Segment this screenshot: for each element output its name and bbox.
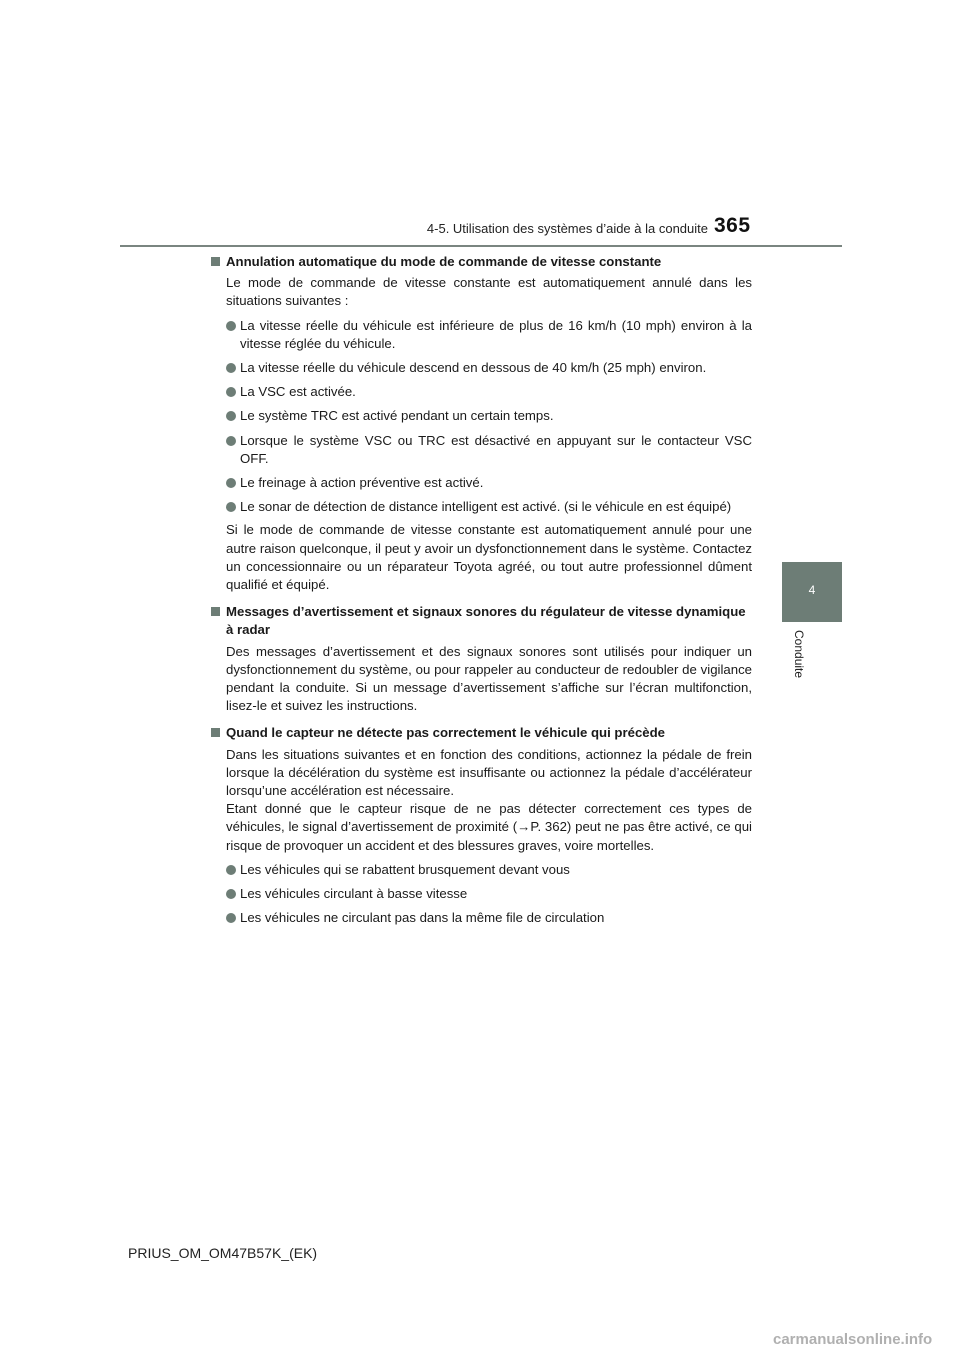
round-bullet-icon bbox=[226, 889, 236, 899]
paragraph: Si le mode de commande de vitesse constante est automatiquement annulé pour une autre raison quelconque, il peut y avoir un dysfonctionnement dans le système. Contactez un concessionnaire ou un réparateur Toyota agréé, ou tout autre professionnel dûment qualifié et équipé. bbox=[226, 522, 752, 593]
header-divider bbox=[120, 245, 842, 247]
section-heading-sensor bbox=[210, 724, 752, 742]
list-item-text: Le système TRC est activé pendant un certain temps. bbox=[240, 408, 554, 424]
list-item-text: Le sonar de détection de distance intelligent est activé. (si le véhicule en est équipé) bbox=[240, 499, 732, 515]
watermark-link[interactable]: carmanualsonline.info bbox=[773, 1331, 933, 1348]
page-content bbox=[210, 253, 752, 933]
paragraph: Etant donné que le capteur risque de ne pas détecter correctement ces types de véhicules, le signal d’avertissement de proximité (→P. 362) peut ne pas être activé, ce qui risque de provoquer un accident et des blessures graves, voire mortelles. bbox=[226, 801, 752, 853]
list-item bbox=[210, 498, 752, 516]
list-item bbox=[210, 474, 752, 492]
heading-text: Annulation automatique du mode de commande de vitesse constante bbox=[226, 254, 662, 269]
list-item-text: Le freinage à action préventive est activé. bbox=[240, 475, 484, 491]
section-title: 4-5. Utilisation des systèmes d’aide à la conduite bbox=[426, 221, 708, 236]
list-item bbox=[210, 432, 752, 468]
chapter-tab[interactable]: 4 bbox=[782, 562, 842, 622]
list-item bbox=[210, 861, 752, 879]
round-bullet-icon bbox=[226, 387, 236, 397]
list-item bbox=[210, 909, 752, 927]
list-item-text: Les véhicules qui se rabattent brusquement devant vous bbox=[240, 861, 570, 877]
list-item-text: La vitesse réelle du véhicule est inférieure de plus de 16 km/h (10 mph) environ à la vitesse réglée du véhicule. bbox=[240, 317, 752, 351]
round-bullet-icon bbox=[226, 913, 236, 923]
section-heading-auto-cancel bbox=[210, 253, 752, 271]
heading-text: Messages d’avertissement et signaux sonores du régulateur de vitesse dynamique à radar bbox=[226, 604, 746, 638]
round-bullet-icon bbox=[226, 411, 236, 421]
heading-text: Quand le capteur ne détecte pas correctement le véhicule qui précède bbox=[226, 725, 666, 741]
section-heading-warnings bbox=[210, 603, 752, 639]
round-bullet-icon bbox=[226, 478, 236, 488]
list-item-text: La vitesse réelle du véhicule descend en dessous de 40 km/h (25 mph) environ. bbox=[240, 360, 707, 376]
square-bullet-icon bbox=[211, 257, 220, 266]
list-item-text: Les véhicules ne circulant pas dans la même file de circulation bbox=[240, 910, 605, 926]
paragraph: Le mode de commande de vitesse constante est automatiquement annulé dans les situations suivantes : bbox=[226, 275, 752, 309]
paragraph: Dans les situations suivantes et en fonction des conditions, actionnez la pédale de frein lorsque la décélération du système est insuffisante ou actionnez la pédale d’accélérateur lorsqu’une accélération est nécessaire. bbox=[226, 746, 752, 799]
list-item bbox=[210, 885, 752, 903]
list-item bbox=[210, 383, 752, 401]
page-number: 365 bbox=[714, 214, 751, 237]
list-item bbox=[210, 317, 752, 353]
round-bullet-icon bbox=[226, 363, 236, 373]
list-item bbox=[210, 359, 752, 377]
chapter-title: Conduite bbox=[792, 630, 806, 679]
round-bullet-icon bbox=[226, 502, 236, 512]
document-code: PRIUS_OM_OM47B57K_(EK) bbox=[128, 1245, 318, 1261]
round-bullet-icon bbox=[226, 436, 236, 446]
list-item-text: Les véhicules circulant à basse vitesse bbox=[240, 886, 468, 902]
list-item-text: Lorsque le système VSC ou TRC est désactivé en appuyant sur le contacteur VSC OFF. bbox=[240, 432, 752, 466]
list-item-text: La VSC est activée. bbox=[240, 384, 356, 400]
round-bullet-icon bbox=[226, 321, 236, 331]
paragraph: Des messages d’avertissement et des signaux sonores sont utilisés pour indiquer un dysfonctionnement du système, ou pour rappeler au conducteur de redoubler de vigilance pendant la conduite. Si un message d’avertissement s’affiche sur l’écran multifonction, lisez-le et suivez les instructions. bbox=[226, 643, 752, 714]
square-bullet-icon bbox=[211, 607, 220, 616]
list-item bbox=[210, 407, 752, 425]
square-bullet-icon bbox=[211, 728, 220, 737]
round-bullet-icon bbox=[226, 865, 236, 875]
